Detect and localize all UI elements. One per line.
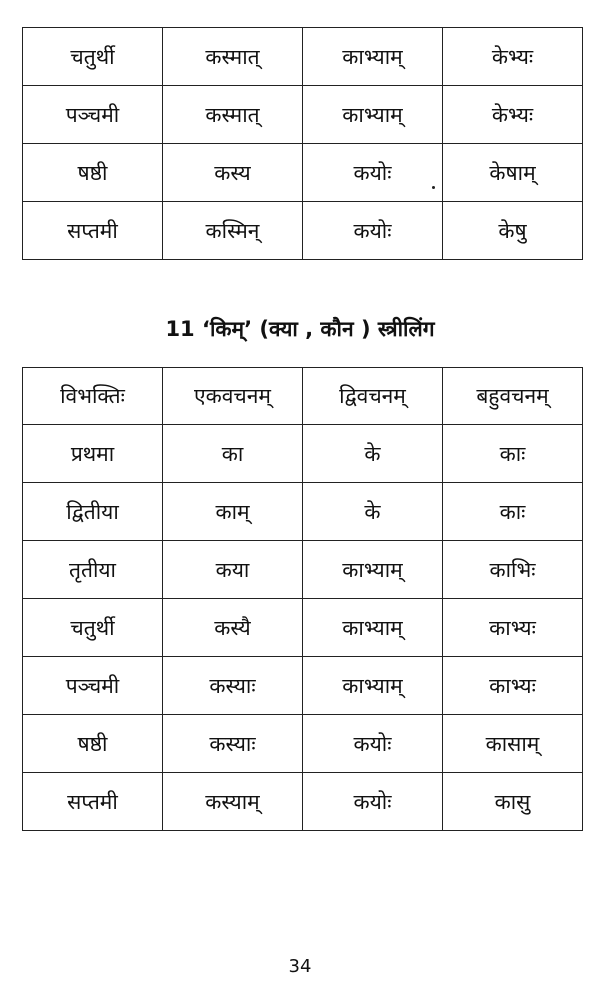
dual-cell: काभ्याम् — [303, 657, 443, 715]
singular-cell: कया — [163, 541, 303, 599]
case-name-cell: चतुर्थी — [23, 599, 163, 657]
table-row — [23, 144, 583, 202]
plural-cell: काः — [443, 483, 583, 541]
dual-cell: काभ्याम् — [303, 86, 443, 144]
table-row — [23, 425, 583, 483]
case-name-cell: सप्तमी — [23, 202, 163, 260]
table-row — [23, 86, 583, 144]
plural-cell: काभ्यः — [443, 599, 583, 657]
dual-cell: कयोः — [303, 773, 443, 831]
page-number: 34 — [288, 956, 312, 977]
case-name-cell: पञ्चमी — [23, 657, 163, 715]
table-row — [23, 541, 583, 599]
case-name-cell: चतुर्थी — [23, 28, 163, 86]
singular-cell: कस्याः — [163, 715, 303, 773]
header-dual: द्विवचनम् — [303, 368, 443, 425]
singular-cell: कस्याम् — [163, 773, 303, 831]
dual-cell: काभ्याम् — [303, 28, 443, 86]
singular-cell: कस्यै — [163, 599, 303, 657]
section-title: 11 ‘किम्’ (क्या , कौन ) स्त्रीलिंग — [165, 317, 435, 341]
table-row — [23, 657, 583, 715]
case-name-cell: द्वितीया — [23, 483, 163, 541]
table-row — [23, 202, 583, 260]
case-name-cell: प्रथमा — [23, 425, 163, 483]
declension-table-masculine-continued — [22, 27, 583, 260]
case-name-cell: षष्ठी — [23, 144, 163, 202]
plural-cell: काभिः — [443, 541, 583, 599]
plural-cell: केभ्यः — [443, 86, 583, 144]
table-row — [23, 773, 583, 831]
declension-table-feminine — [22, 367, 583, 831]
singular-cell: का — [163, 425, 303, 483]
singular-cell: कस्मात् — [163, 86, 303, 144]
singular-cell: कस्मिन् — [163, 202, 303, 260]
plural-cell: कासु — [443, 773, 583, 831]
table-header-row — [23, 368, 583, 425]
stray-ink-dot — [432, 186, 435, 189]
dual-cell: के — [303, 483, 443, 541]
header-plural: बहुवचनम् — [443, 368, 583, 425]
plural-cell: केभ्यः — [443, 28, 583, 86]
dual-cell: काभ्याम् — [303, 599, 443, 657]
plural-cell: काभ्यः — [443, 657, 583, 715]
table-row — [23, 483, 583, 541]
case-name-cell: पञ्चमी — [23, 86, 163, 144]
plural-cell: काः — [443, 425, 583, 483]
singular-cell: कस्मात् — [163, 28, 303, 86]
header-case: विभक्तिः — [23, 368, 163, 425]
table-row — [23, 715, 583, 773]
case-name-cell: तृतीया — [23, 541, 163, 599]
dual-cell: काभ्याम् — [303, 541, 443, 599]
plural-cell: केषु — [443, 202, 583, 260]
header-singular: एकवचनम् — [163, 368, 303, 425]
table-row — [23, 599, 583, 657]
singular-cell: काम् — [163, 483, 303, 541]
plural-cell: केषाम् — [443, 144, 583, 202]
case-name-cell: सप्तमी — [23, 773, 163, 831]
dual-cell: कयोः — [303, 715, 443, 773]
plural-cell: कासाम् — [443, 715, 583, 773]
table-row — [23, 28, 583, 86]
singular-cell: कस्य — [163, 144, 303, 202]
dual-cell: कयोः — [303, 144, 443, 202]
singular-cell: कस्याः — [163, 657, 303, 715]
dual-cell: कयोः — [303, 202, 443, 260]
case-name-cell: षष्ठी — [23, 715, 163, 773]
dual-cell: के — [303, 425, 443, 483]
